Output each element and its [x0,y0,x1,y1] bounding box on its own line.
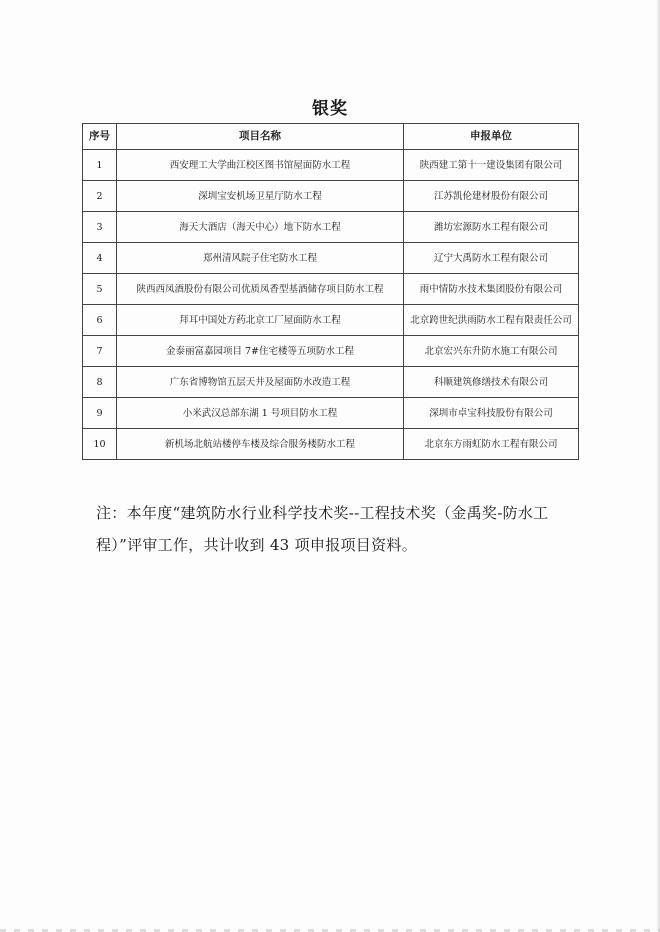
footnote: 注：本年度“建筑防水行业科学技术奖--工程技术奖（金禹奖-防水工程）”评审工作，共计收到 43 项申报项目资料。 [96,504,549,554]
header-applicant-unit: 申报单位 [404,124,579,150]
row-project-name: 郑州清风院子住宅防水工程 [117,243,404,274]
row-applicant-unit: 潍坊宏源防水工程有限公司 [404,212,579,243]
row-project-name: 金泰丽富嘉园项目 7#住宅楼等五项防水工程 [117,336,404,367]
table-header-row [83,124,579,150]
row-applicant-unit: 北京宏兴东升防水施工有限公司 [404,336,579,367]
row-project-name: 广东省博物馆五层天井及屋面防水改造工程 [117,367,404,398]
row-number: 6 [83,305,117,336]
row-project-name: 拜耳中国处方药北京工厂屋面防水工程 [117,305,404,336]
page-title: 银奖 [312,99,348,119]
row-applicant-unit: 北京跨世纪洪雨防水工程有限责任公司 [404,305,579,336]
table-row [83,398,579,429]
row-applicant-unit: 科顺建筑修缮技术有限公司 [404,367,579,398]
table-row [83,181,579,212]
table-row [83,429,579,460]
row-number: 2 [83,181,117,212]
table-row [83,243,579,274]
header-number: 序号 [83,124,117,150]
header-project-name: 项目名称 [117,124,404,150]
row-project-name: 小米武汉总部东湖 1 号项目防水工程 [117,398,404,429]
row-project-name: 新机场北航站楼停车楼及综合服务楼防水工程 [117,429,404,460]
row-number: 4 [83,243,117,274]
table-row [83,305,579,336]
row-applicant-unit: 雨中情防水技术集团股份有限公司 [404,274,579,305]
silver-award-table [82,123,579,460]
row-number: 3 [83,212,117,243]
row-project-name: 深圳宝安机场卫星厅防水工程 [117,181,404,212]
row-number: 10 [83,429,117,460]
table-row [83,367,579,398]
row-applicant-unit: 北京东方雨虹防水工程有限公司 [404,429,579,460]
table-row [83,212,579,243]
row-project-name: 西安理工大学曲江校区图书馆屋面防水工程 [117,150,404,181]
row-applicant-unit: 深圳市卓宝科技股份有限公司 [404,398,579,429]
row-number: 5 [83,274,117,305]
table-row [83,274,579,305]
row-project-name: 陕西西凤酒股份有限公司优质凤香型基酒储存项目防水工程 [117,274,404,305]
row-project-name: 海天大酒店（海天中心）地下防水工程 [117,212,404,243]
row-number: 7 [83,336,117,367]
row-applicant-unit: 陕西建工第十一建设集团有限公司 [404,150,579,181]
row-number: 8 [83,367,117,398]
row-number: 9 [83,398,117,429]
row-applicant-unit: 辽宁大禹防水工程有限公司 [404,243,579,274]
row-applicant-unit: 江苏凯伦建材股份有限公司 [404,181,579,212]
table-row [83,150,579,181]
table-row [83,336,579,367]
scan-edge-shadow [656,0,660,932]
row-number: 1 [83,150,117,181]
